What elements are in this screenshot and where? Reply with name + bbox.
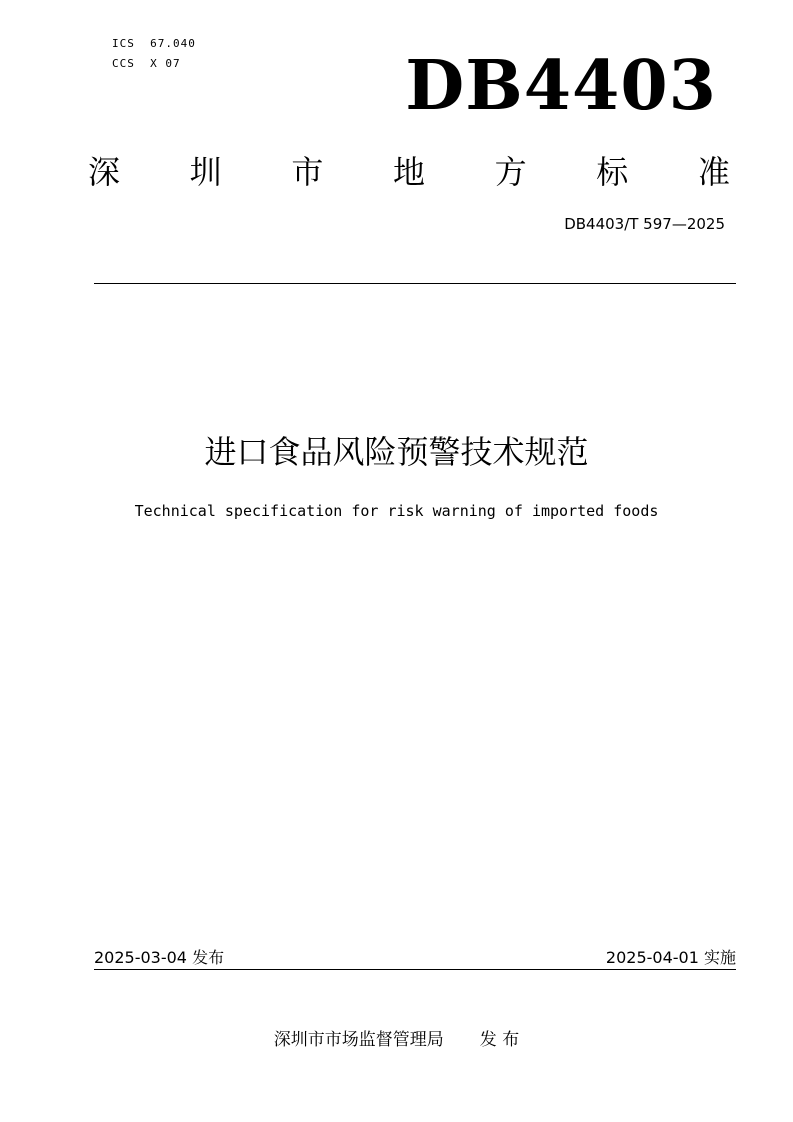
- top-divider: [94, 283, 736, 284]
- standard-type-heading: [88, 152, 730, 192]
- publisher-name: 深圳市市场监督管理局: [273, 1030, 444, 1050]
- standard-number: DB4403/T 597—2025: [564, 215, 725, 233]
- standard-type-char: 方: [494, 153, 527, 191]
- standard-type-char: 深: [88, 153, 121, 191]
- publisher-line: [0, 1025, 793, 1050]
- ccs-code: CCS X 07: [112, 57, 181, 70]
- standard-code-logo: DB4403: [405, 46, 717, 126]
- ics-code: ICS 67.040: [112, 37, 196, 50]
- standard-type-char: 市: [291, 153, 324, 191]
- publish-action: 发 布: [479, 1030, 520, 1050]
- issue-date: 2025-03-04 发布: [94, 948, 225, 967]
- standard-type-char: 标: [596, 153, 629, 191]
- document-title-cn: 进口食品风险预警技术规范: [204, 433, 589, 471]
- standard-type-char: 圳: [189, 153, 222, 191]
- standard-type-char: 准: [697, 153, 730, 191]
- bottom-divider: [94, 969, 736, 970]
- document-title-en: Technical specification for risk warning of imported foods: [134, 502, 659, 520]
- implementation-date: 2025-04-01 实施: [605, 948, 736, 967]
- standard-type-char: 地: [392, 153, 425, 191]
